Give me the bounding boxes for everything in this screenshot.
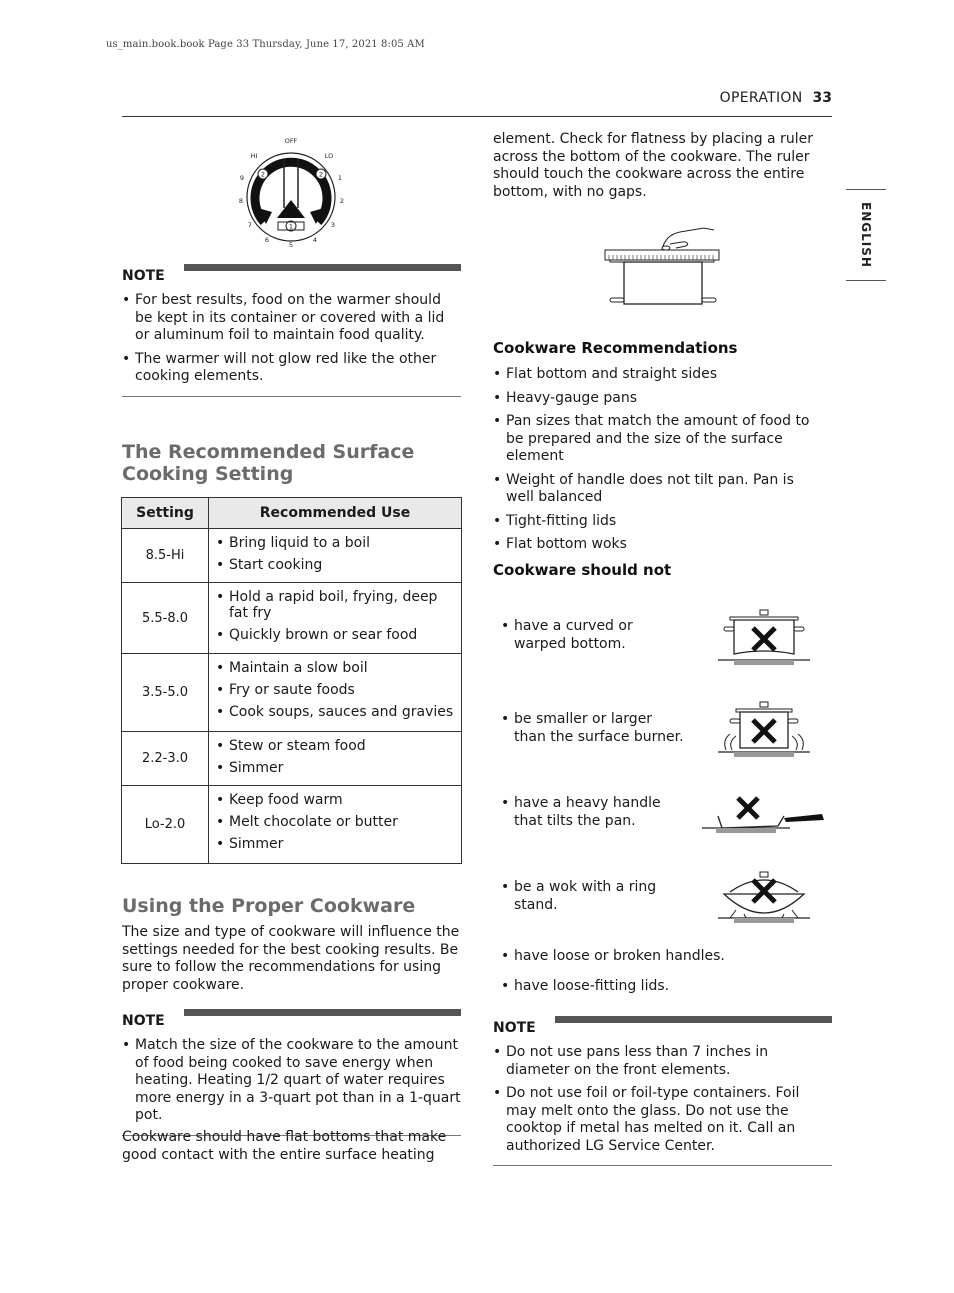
setting-cell: Lo-2.0 [122,786,209,864]
dial-label-7: 7 [247,221,253,229]
note-warmer [122,264,461,397]
should-not-item: • have a curved or warped bottom. [501,618,686,653]
setting-table [121,497,462,864]
dial-label-hi: HI [250,152,258,160]
dial-circle-2-right: 2 [318,170,324,179]
recommendation-item: • Tight-fitting lids [493,513,823,531]
recommendation-item: • Flat bottom woks [493,536,823,554]
wrong-size-pot-icon [716,700,812,760]
note-energy [122,1009,461,1136]
use-item: • Simmer [216,836,455,852]
use-item: • Quickly brown or sear food [216,627,455,643]
proper-cookware-title: Using the Proper Cookware [122,895,416,917]
use-item: • Keep food warm [216,792,455,808]
note-item: • The warmer will not glow red like the other cooking elements. [122,351,461,386]
setting-cell: 5.5-8.0 [122,583,209,654]
note-bar [184,264,461,271]
dial-circle-2-left: 2 [260,170,266,179]
wok-ring-icon [716,870,812,928]
dial-label-5: 5 [288,241,294,249]
flat-bottom-text: Cookware should have flat bottoms that make good contact with the entire surface heating [122,1129,447,1163]
should-not-item: • be a wok with a ring stand. [501,879,686,914]
note-item: • Do not use foil or foil-type containers. Foil may melt onto the glass. Do not use the cooktop if metal has melted on it. Call an authorized LG Service Center. [493,1085,832,1155]
setting-cell: 2.2-3.0 [122,732,209,786]
proper-cookware-intro: The size and type of cookware will influence the settings needed for the best cooking results. Be sure to follow the recommendations for using proper cookware. [122,924,460,993]
dial-label-lo: LO [324,152,334,160]
tilted-pan-icon [700,792,828,840]
file-header: us_main.book.book Page 33 Thursday, June 17, 2021 8:05 AM [106,39,425,50]
warped-pot-icon [716,608,812,668]
dial-label-3: 3 [330,221,336,229]
setting-cell: 8.5-Hi [122,529,209,583]
flat-bottom-text-cont: element. Check for flatness by placing a ruler across the bottom of the cookware. The ruler should touch the cookware across the entire bottom, with no gaps. [493,131,813,200]
should-not-item: • have a heavy handle that tilts the pan. [501,795,686,830]
recommendation-item: • Pan sizes that match the amount of food to be prepared and the size of the surface element [493,413,823,466]
note-item: • For best results, food on the warmer should be kept in its container or covered with a lid or aluminum foil to maintain food quality. [122,292,461,345]
dial-circle-1: 1 [288,222,294,231]
language-tab [846,189,886,281]
control-knob-icon [232,134,352,252]
use-item: • Start cooking [216,557,455,573]
dial-label-9: 9 [239,174,245,182]
running-head [720,90,832,106]
table-row [122,583,462,654]
dial-label-off: OFF [284,137,298,145]
note-bar [184,1009,461,1016]
use-item: • Cook soups, sauces and gravies [216,704,455,720]
should-not-item: • be smaller or larger than the surface burner. [501,711,686,746]
use-item: • Maintain a slow boil [216,660,455,676]
note-label: NOTE [122,1013,165,1029]
use-item: • Melt chocolate or butter [216,814,455,830]
page-number: 33 [812,90,832,106]
ruler-flatness-icon [600,222,724,310]
dial-label-1: 1 [337,174,343,182]
table-row [122,732,462,786]
recommendation-item: • Flat bottom and straight sides [493,366,823,384]
dial-label-4: 4 [312,236,318,244]
note-label: NOTE [122,268,165,284]
dial-label-2: 2 [339,197,345,205]
should-not-title: Cookware should not [493,561,672,579]
setting-cell: 3.5-5.0 [122,654,209,732]
section-name: OPERATION [719,90,803,106]
should-not-item: • have loose or broken handles. [501,948,821,966]
col-header-setting: Setting [122,498,209,529]
note-item: • Do not use pans less than 7 inches in diameter on the front elements. [493,1044,832,1079]
note-bar [555,1016,832,1023]
dial-label-8: 8 [238,197,244,205]
note-pan-size [493,1016,832,1166]
recommended-setting-title: The Recommended Surface Cooking Setting [122,441,415,485]
header-rule [122,116,832,117]
use-item: • Fry or saute foods [216,682,455,698]
recommendations-list [493,366,823,560]
col-header-use: Recommended Use [209,498,462,529]
should-not-item: • have loose-fitting lids. [501,978,821,996]
recommendations-title: Cookware Recommendations [493,339,738,357]
dial-label-6: 6 [264,236,270,244]
use-item: • Simmer [216,760,455,776]
recommendation-item: • Weight of handle does not tilt pan. Pan is well balanced [493,472,823,507]
table-row [122,529,462,583]
use-item: • Bring liquid to a boil [216,535,455,551]
table-row [122,654,462,732]
note-label: NOTE [493,1020,536,1036]
note-item: • Match the size of the cookware to the amount of food being cooked to save energy when heating. Heating 1/2 quart of water requires more energy in a 3-quart pot than in a 1-quart pot. [122,1037,461,1125]
use-item: • Hold a rapid boil, frying, deep fat fry [216,589,455,621]
table-row [122,786,462,864]
language-label: ENGLISH [859,202,873,268]
use-item: • Stew or steam food [216,738,455,754]
recommendation-item: • Heavy-gauge pans [493,390,823,408]
